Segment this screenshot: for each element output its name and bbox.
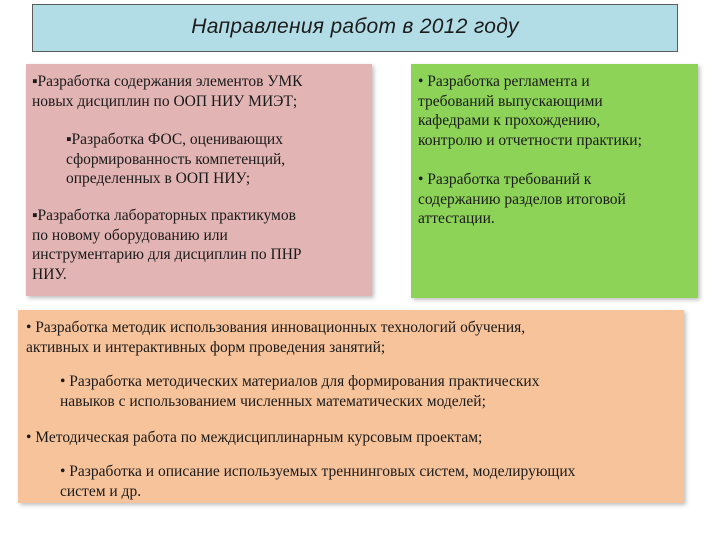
pink-item-3 [32, 206, 302, 284]
green-panel [411, 64, 698, 298]
orange-item-3-line-1: • Методическая работа по междисциплинарным курсовым проектам; [26, 429, 483, 446]
green-item-2-line-1: • Разработка требований к [418, 171, 592, 188]
orange-item-4-line-2: систем и др. [60, 482, 142, 500]
orange-item-2-line-1: • Разработка методических материалов для формирования практических [60, 373, 540, 390]
pink-item-1 [32, 72, 302, 111]
green-item-1-line-4: контролю и отчетности практики; [418, 131, 642, 149]
green-item-1-line-3: кафедрами к прохождению, [418, 112, 601, 129]
pink-item-3-line-1: ▪Разработка лабораторных практикумов [32, 207, 296, 224]
pink-panel [26, 64, 372, 296]
pink-item-1-line-2: новых дисциплин по ООП НИУ МИЭТ; [32, 92, 298, 110]
orange-item-4 [60, 462, 575, 501]
title-banner [32, 4, 678, 52]
pink-item-2-line-2: сформированность компетенций, [66, 150, 286, 168]
green-item-2 [418, 170, 626, 229]
pink-item-2 [66, 130, 285, 189]
orange-item-1-line-2: активных и интерактивных форм проведения занятий; [26, 338, 386, 356]
pink-item-3-line-2: по новому оборудованию или [32, 226, 228, 244]
pink-item-2-line-1: ▪Разработка ФОС, оценивающих [66, 131, 283, 148]
pink-item-3-line-4: НИУ. [32, 265, 67, 283]
orange-panel [18, 310, 684, 503]
green-item-1-line-1: • Разработка регламента и [418, 73, 590, 90]
green-item-1 [418, 72, 642, 150]
page-title: Направления работ в 2012 году [191, 15, 519, 38]
orange-item-3 [26, 428, 482, 448]
orange-item-1 [26, 318, 525, 357]
green-item-2-line-2: содержанию разделов итоговой [418, 190, 626, 208]
pink-item-2-line-3: определенных в ООП НИУ; [66, 170, 251, 187]
orange-item-4-line-1: • Разработка и описание используемых треннинговых систем, моделирующих [60, 463, 576, 480]
orange-item-2 [60, 372, 539, 411]
orange-item-1-line-1: • Разработка методик использования инновационных технологий обучения, [26, 319, 526, 336]
green-item-2-line-3: аттестации. [418, 210, 495, 227]
green-item-1-line-2: требований выпускающими [418, 92, 603, 110]
orange-item-2-line-2: навыков с использованием численных математических моделей; [60, 392, 486, 410]
pink-item-1-line-1: ▪Разработка содержания элементов УМК [32, 73, 303, 90]
pink-item-3-line-3: инструментарию для дисциплин по ПНР [32, 246, 302, 263]
